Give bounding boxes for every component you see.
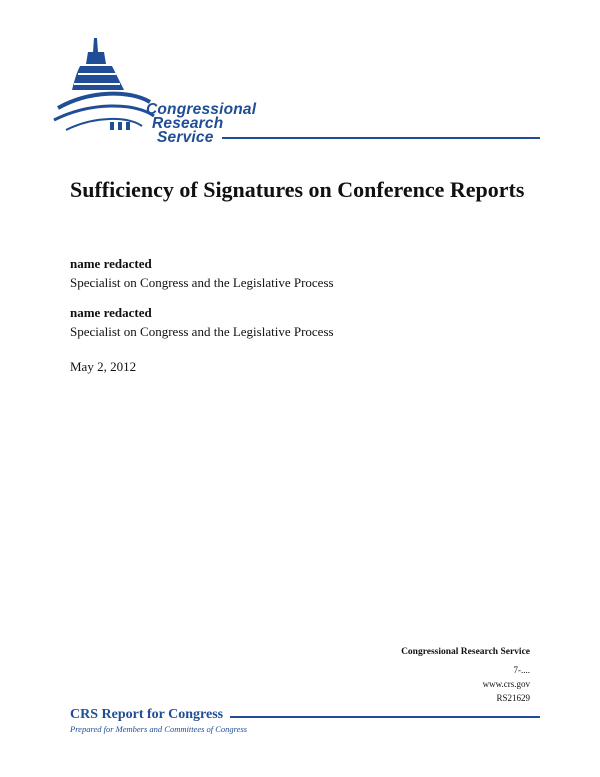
- logo-text-line3: Service: [157, 129, 214, 146]
- report-banner-title: CRS Report for Congress: [70, 707, 224, 722]
- logo-text-line1: Congressional: [146, 101, 257, 118]
- logo-text-line2: Research: [152, 115, 224, 132]
- report-date: May 2, 2012: [70, 359, 137, 374]
- author-2-role: Specialist on Congress and the Legislative Process: [70, 324, 334, 339]
- footer-code: 7-....: [513, 665, 530, 675]
- logo-rule: [222, 137, 540, 139]
- report-banner-subtitle: Prepared for Members and Committees of Congress: [70, 724, 248, 734]
- footer-info: [401, 645, 530, 705]
- author-1-name: name redacted: [70, 256, 152, 271]
- report-banner-rule: [230, 716, 540, 718]
- footer-org: Congressional Research Service: [401, 647, 530, 657]
- footer-report-number: RS21629: [496, 693, 530, 703]
- capitol-dome-icon: [50, 30, 550, 150]
- author-1-role: Specialist on Congress and the Legislative Process: [70, 275, 334, 290]
- author-2-name: name redacted: [70, 305, 152, 320]
- report-title: Sufficiency of Signatures on Conference Reports: [70, 177, 525, 202]
- footer-website[interactable]: www.crs.gov: [482, 679, 530, 689]
